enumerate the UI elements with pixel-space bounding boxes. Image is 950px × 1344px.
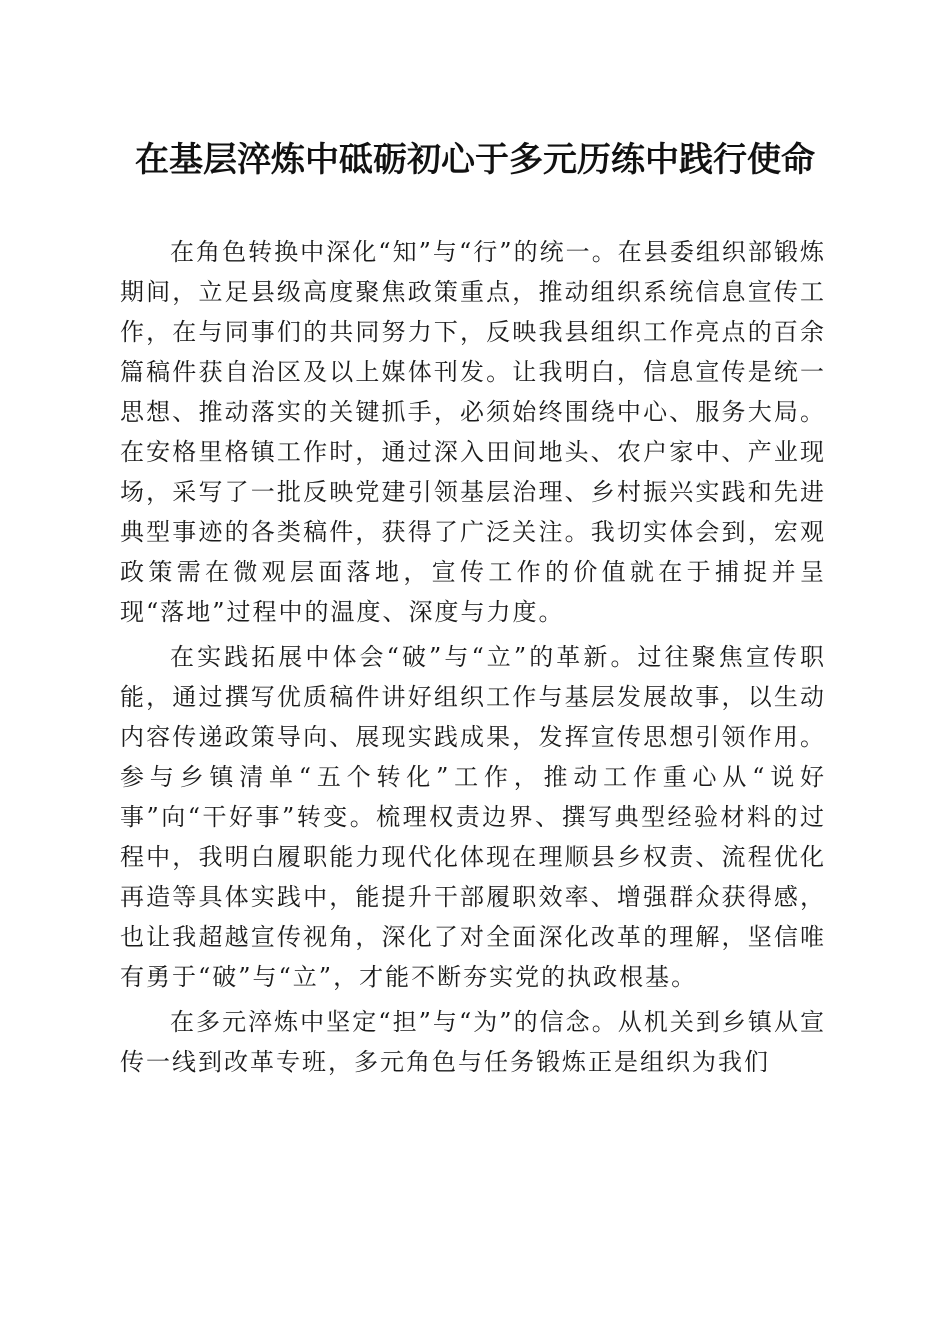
paragraph-1: 在角色转换中深化“知”与“行”的统一。在县委组织部锻炼期间，立足县级高度聚焦政策重点，推动组织系统信息宣传工作，在与同事们的共同努力下，反映我县组织工作亮点的百余篇稿件获自治区及以上媒体刊发。让我明白，信息宣传是统一思想、推动落实的关键抓手，必须始终围绕中心、服务大局。在安格里格镇工作时，通过深入田间地头、农户家中、产业现场，采写了一批反映党建引领基层治理、乡村振兴实践和先进典型事迹的各类稿件，获得了广泛关注。我切实体会到，宏观政策需在微观层面落地，宣传工作的价值就在于捕捉并呈现“落地”过程中的温度、深度与力度。 [120, 238, 826, 626]
document-title: 在基层淬炼中砥砺初心于多元历练中践行使命 [135, 140, 815, 180]
document-body [120, 232, 826, 1082]
paragraph-2: 在实践拓展中体会“破”与“立”的革新。过往聚焦宣传职能，通过撰写优质稿件讲好组织工作与基层发展故事，以生动内容传递政策导向、展现实践成果，发挥宣传思想引领作用。参与乡镇清单“五个转化”工作，推动工作重心从“说好事”向“干好事”转变。梳理权责边界、撰写典型经验材料的过程中，我明白履职能力现代化体现在理顺县乡权责、流程优化再造等具体实践中，能提升干部履职效率、增强群众获得感，也让我超越宣传视角，深化了对全面深化改革的理解，坚信唯有勇于“破”与“立”，才能不断夯实党的执政根基。 [120, 643, 826, 991]
paragraph-3: 在多元淬炼中坚定“担”与“为”的信念。从机关到乡镇从宣传一线到改革专班，多元角色与任务锻炼正是组织为我们 [120, 1008, 826, 1076]
